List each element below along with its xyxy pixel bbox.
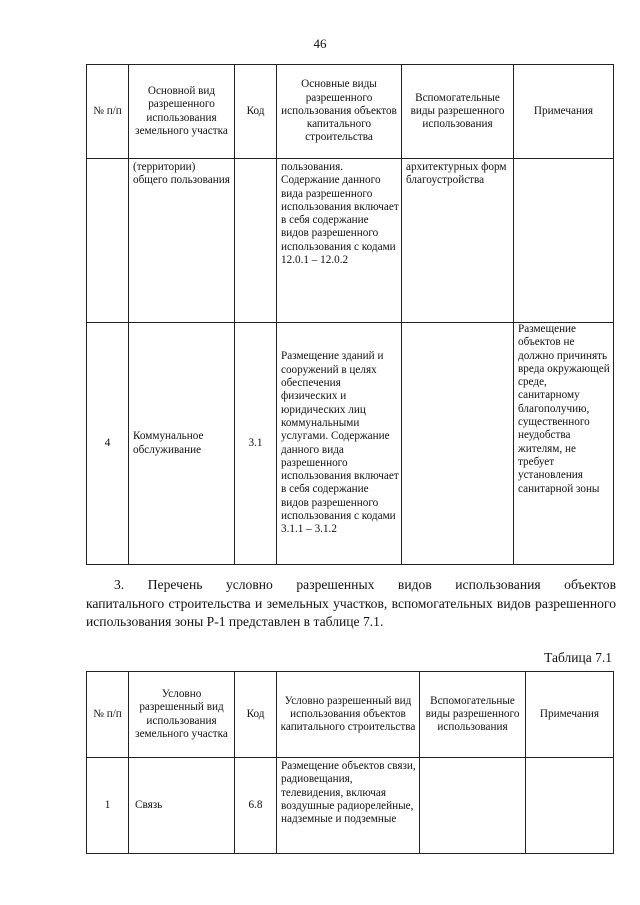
cell-code: 6.8 (235, 758, 277, 854)
cell-auxiliary-use (402, 323, 514, 565)
cell-auxiliary-use (420, 758, 526, 854)
header-code: Код (235, 672, 277, 758)
header-num: № п/п (87, 65, 129, 159)
cell-capital-use: Размещение объектов связи, радиовещания, телевидения, включая воздушные радиорелейные, надземные и подземные (277, 758, 420, 854)
paragraph-line-1: 3. Перечень условно разрешенных видов использования объектов (114, 577, 616, 592)
table-header-row (87, 672, 614, 758)
cell-notes (514, 159, 614, 323)
cell-land-use: Коммунальное обслуживание (129, 323, 235, 565)
page-number: 46 (313, 36, 327, 51)
table-row (87, 323, 614, 565)
header-code: Код (235, 65, 277, 159)
cell-num (87, 159, 129, 323)
cell-code (235, 159, 277, 323)
cell-num: 4 (87, 323, 129, 565)
header-main-land-use: Основной вид разрешенного использования земельного участка (129, 65, 235, 159)
table-header-row (87, 65, 614, 159)
header-notes: Примечания (526, 672, 614, 758)
paragraph-continuation: капитального строительства и земельных участков, вспомогательных видов разрешенного использования зоны Р-1 представлен в таблице 7.1. (86, 595, 616, 629)
cell-num: 1 (87, 758, 129, 854)
conditional-use-table (86, 671, 614, 854)
header-auxiliary-use: Вспомогательные виды разрешенного использования (420, 672, 526, 758)
header-notes: Примечания (514, 65, 614, 159)
zoning-table-main (86, 64, 614, 565)
header-auxiliary-use: Вспомогательные виды разрешенного использования (402, 65, 514, 159)
cell-capital-use: пользования. Содержание данного вида разрешенного использования включает в себя содержание видов разрешенного использования с кодами 12.0.1 – 12.0.2 (277, 159, 402, 323)
cell-auxiliary-use: архитектурных форм благоустройства (402, 159, 514, 323)
header-main-capital-use: Основные виды разрешенного использования объектов капитального строительства (277, 65, 402, 159)
cell-notes: Размещение объектов не должно причинять вреда окружающей среде, санитарному благополучию, существенного неудобства жителям, не требует установления санитарной зоны (514, 323, 614, 565)
cell-code: 3.1 (235, 323, 277, 565)
table-row (87, 159, 614, 323)
header-conditional-capital-use: Условно разрешенный вид использования объектов капитального строительства (277, 672, 420, 758)
header-num: № п/п (87, 672, 129, 758)
header-conditional-land-use: Условно разрешенный вид использования земельного участка (129, 672, 235, 758)
table-caption: Таблица 7.1 (544, 650, 612, 665)
cell-land-use: (территории) общего пользования (129, 159, 235, 323)
cell-notes (526, 758, 614, 854)
cell-land-use: Связь (129, 758, 235, 854)
paragraph-section-3 (86, 576, 616, 632)
table-row (87, 758, 614, 854)
cell-capital-use: Размещение зданий и сооружений в целях обеспечения физических и юридических лиц коммунальными услугами. Содержание данного вида разрешенного использования включает в себя содержание видов разрешенного использования с кодами 3.1.1 – 3.1.2 (277, 323, 402, 565)
